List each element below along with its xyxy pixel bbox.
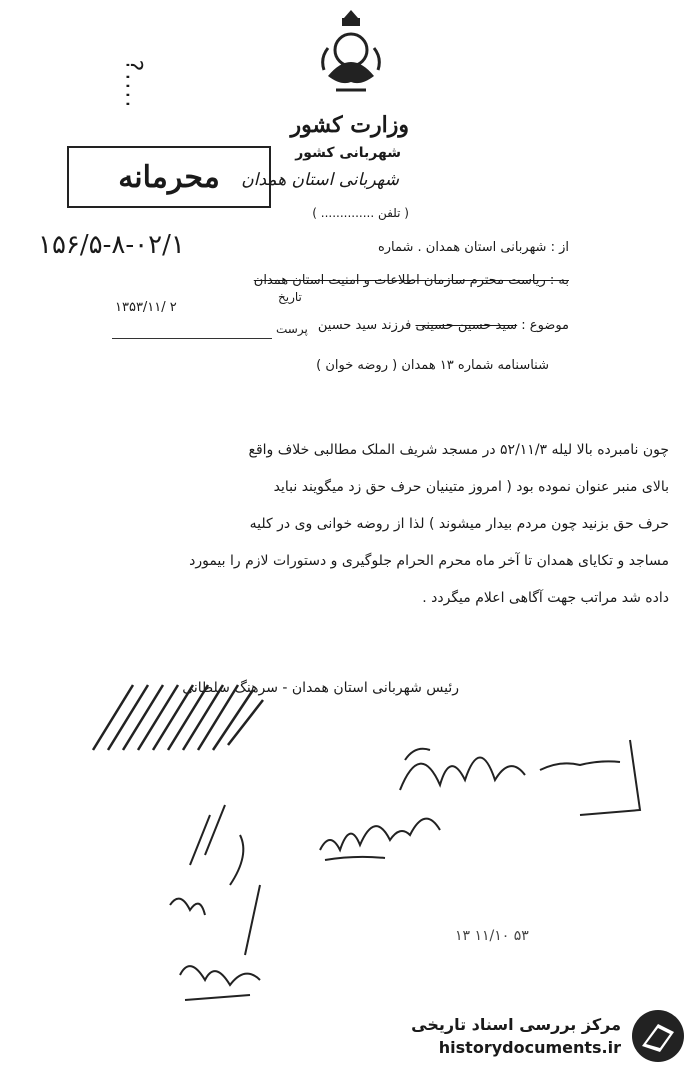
body-line: حرف حق بزنید چون مردم بیدار میشوند ) لذا از روضه خوانی وی در کلیه bbox=[249, 516, 669, 532]
handwritten-signature bbox=[315, 800, 465, 870]
from-line: از : شهربانی استان همدان . شماره bbox=[377, 240, 569, 255]
body-line: مساجد و تکایای همدان تا آخر ماه محرم الحرام جلوگیری و دستورات لازم را بیمورد bbox=[189, 553, 669, 569]
to-line: به : ریاست محترم سازمان اطلاعات و امنیت استان همدان bbox=[253, 273, 569, 288]
subject-prefix: موضوع : bbox=[521, 318, 569, 333]
subject-line bbox=[318, 318, 569, 333]
confidential-stamp bbox=[67, 146, 271, 208]
subject-struck: سید حسین حسینی bbox=[415, 318, 518, 333]
id-line: شناسنامه شماره ۱۳ همدان ( روضه خوان ) bbox=[316, 358, 549, 373]
handwritten-number: ۱۳ ۱۱/۱۰ ۵۳ bbox=[455, 928, 529, 944]
phone-label: ( تلفن .............. ) bbox=[312, 206, 409, 220]
lion-and-sun-emblem bbox=[316, 8, 386, 98]
subject-rest: فرزند سید حسین bbox=[317, 318, 412, 333]
archive-url: historydocuments.ir bbox=[438, 1038, 621, 1057]
ministry-title: وزارت کشور bbox=[290, 112, 409, 138]
letter-body bbox=[69, 432, 669, 617]
hamadan-police-title: شهربانی استان همدان bbox=[241, 170, 399, 190]
parent-word: پرست bbox=[276, 322, 308, 336]
margin-scribble bbox=[150, 795, 300, 1015]
national-police-title: شهربانی کشور bbox=[295, 145, 401, 161]
confidential-stamp-text: محرمانه bbox=[118, 159, 220, 195]
signature-line: رئیس شهربانی استان همدان - سرهنگ سلطانی bbox=[182, 680, 459, 696]
letter-number: ۱۵۶/۵-۸-۰۲/۱ bbox=[38, 230, 185, 260]
margin-mark: ?.... bbox=[120, 59, 146, 110]
archive-name: مرکز بررسی اسناد تاریخی bbox=[411, 1015, 621, 1034]
signature-hatching bbox=[88, 680, 298, 755]
body-line: بالای منبر عنوان نموده بود ( امروز متینیان حرف حق زد میگویند نباید bbox=[273, 479, 669, 495]
body-line: داده شد مراتب جهت آگاهی اعلام میگردد . bbox=[422, 590, 669, 606]
archive-logo-icon bbox=[628, 1008, 688, 1064]
date-value: ۱۳۵۳/۱۱/ ۲ bbox=[115, 300, 177, 315]
body-line: چون نامبرده بالا لیله ۵۲/۱۱/۳ در مسجد شریف الملک مطالبی خلاف واقع bbox=[248, 442, 669, 458]
date-label: تاریخ bbox=[278, 290, 302, 304]
subject-underline bbox=[112, 338, 272, 339]
